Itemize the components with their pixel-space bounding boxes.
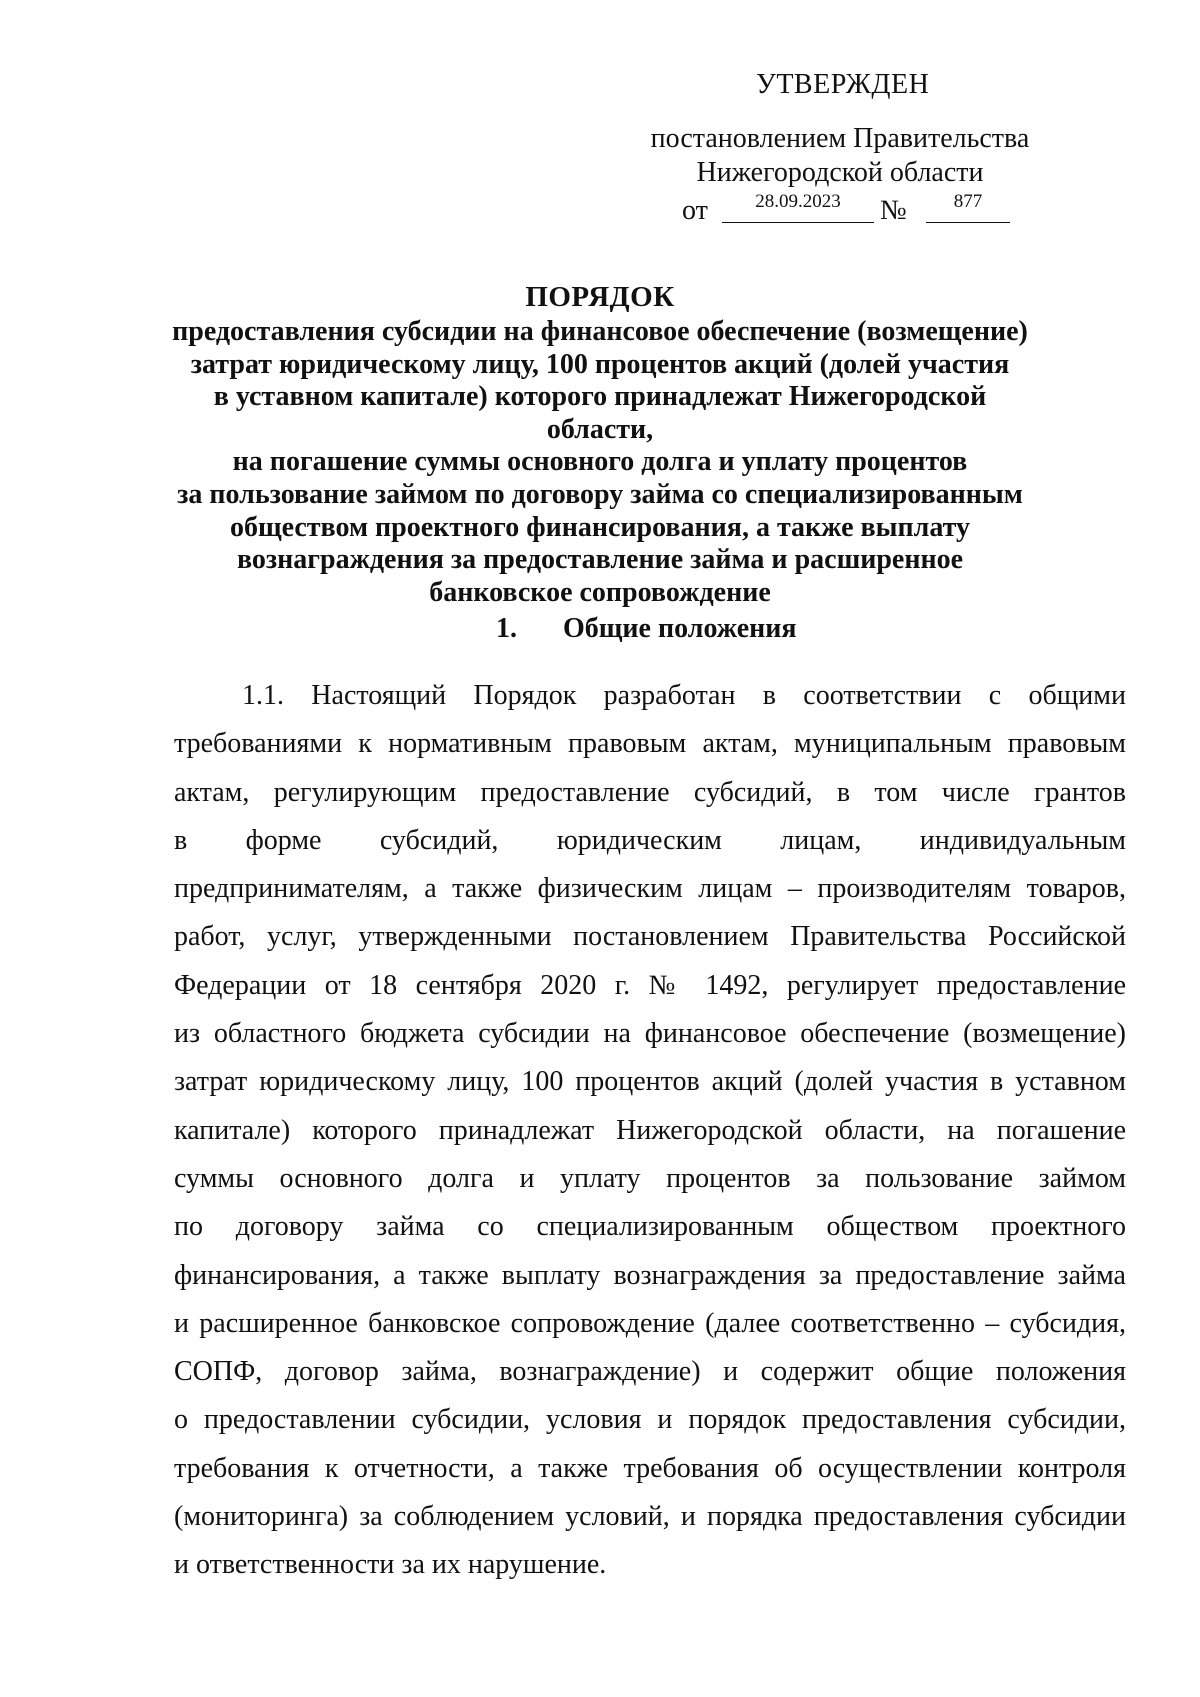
paragraph-line: предпринимателям, а также физическим лицам – производителям товаров, — [174, 873, 1126, 905]
number-sign: № — [880, 195, 907, 226]
document-subtitle — [160, 316, 1040, 609]
paragraph-line: из областного бюджета субсидии на финансовое обеспечение (возмещение) — [174, 1018, 1126, 1050]
paragraph-line: СОПФ, договор займа, вознаграждение) и содержит общие положения — [174, 1356, 1126, 1388]
subtitle-line: обществом проектного финансирования, а также выплату — [229, 511, 971, 543]
resolution-line: Нижегородской области — [696, 157, 984, 188]
approval-date-line — [682, 190, 1042, 226]
paragraph-line: о предоставлении субсидии, условия и порядок предоставления субсидии, — [174, 1404, 1126, 1436]
subtitle-line: вознаграждения за предоставление займа и расширенное — [236, 544, 964, 576]
paragraph-line: (мониторинга) за соблюдением условий, и порядка предоставления субсидии — [174, 1501, 1126, 1533]
resolution-line: постановлением Правительства — [650, 123, 1030, 154]
paragraph-line: работ, услуг, утвержденными постановлением Правительства Российской — [174, 921, 1126, 953]
paragraph-line: и ответственности за их нарушение. — [174, 1549, 607, 1581]
paragraph-line: и расширенное банковское сопровождение (далее соответственно – субсидия, — [174, 1307, 1126, 1339]
approval-resolution — [650, 122, 1030, 190]
paragraph-line: капитале) которого принадлежат Нижегородской области, на погашение — [174, 1114, 1126, 1146]
paragraph-line: финансирования, а также выплату вознаграждения за предоставление займа — [174, 1259, 1126, 1291]
paragraph-line: 1.1. Настоящий Порядок разработан в соответствии с общими — [242, 680, 1126, 711]
subtitle-line: за пользование займом по договору займа со специализированным — [177, 478, 1023, 510]
paragraph-line: суммы основного долга и уплату процентов за пользование займом — [174, 1162, 1126, 1194]
subtitle-line: затрат юридическому лицу, 100 процентов акций (долей участия — [190, 348, 1010, 380]
paragraph-line: Федерации от 18 сентября 2020 г. № 1492, регулирует предоставление — [174, 969, 1126, 1001]
paragraph-line: в форме субсидий, юридическим лицам, индивидуальным — [174, 824, 1126, 856]
paragraph-line: затрат юридическому лицу, 100 процентов акций (долей участия в уставном — [174, 1066, 1126, 1098]
body-paragraph — [174, 672, 1126, 1590]
document-title: ПОРЯДОК — [525, 281, 675, 313]
section-title: Общие положения — [563, 613, 797, 644]
paragraph-line: требованиями к нормативным правовым актам, муниципальным правовым — [174, 728, 1126, 760]
paragraph-line: актам, регулирующим предоставление субсидий, в том числе грантов — [174, 776, 1126, 808]
document-title-block — [160, 280, 1040, 609]
date-prefix: от — [682, 195, 708, 226]
approval-stamp-heading: УТВЕРЖДЕН — [756, 69, 930, 100]
paragraph-line: требования к отчетности, а также требования об осуществлении контроля — [174, 1452, 1126, 1484]
subtitle-line: в уставном капитале) которого принадлежат Нижегородской области, — [213, 381, 987, 445]
subtitle-line: банковское сопровождение — [429, 576, 771, 608]
approval-date: 28.09.2023 — [722, 190, 874, 223]
subtitle-line: предоставления субсидии на финансовое обеспечение (возмещение) — [172, 316, 1028, 347]
subtitle-line: на погашение суммы основного долга и уплату процентов — [232, 446, 968, 478]
section-number: 1. — [496, 613, 517, 644]
approval-number: 877 — [926, 190, 1010, 223]
paragraph-line: по договору займа со специализированным обществом проектного — [174, 1211, 1126, 1243]
